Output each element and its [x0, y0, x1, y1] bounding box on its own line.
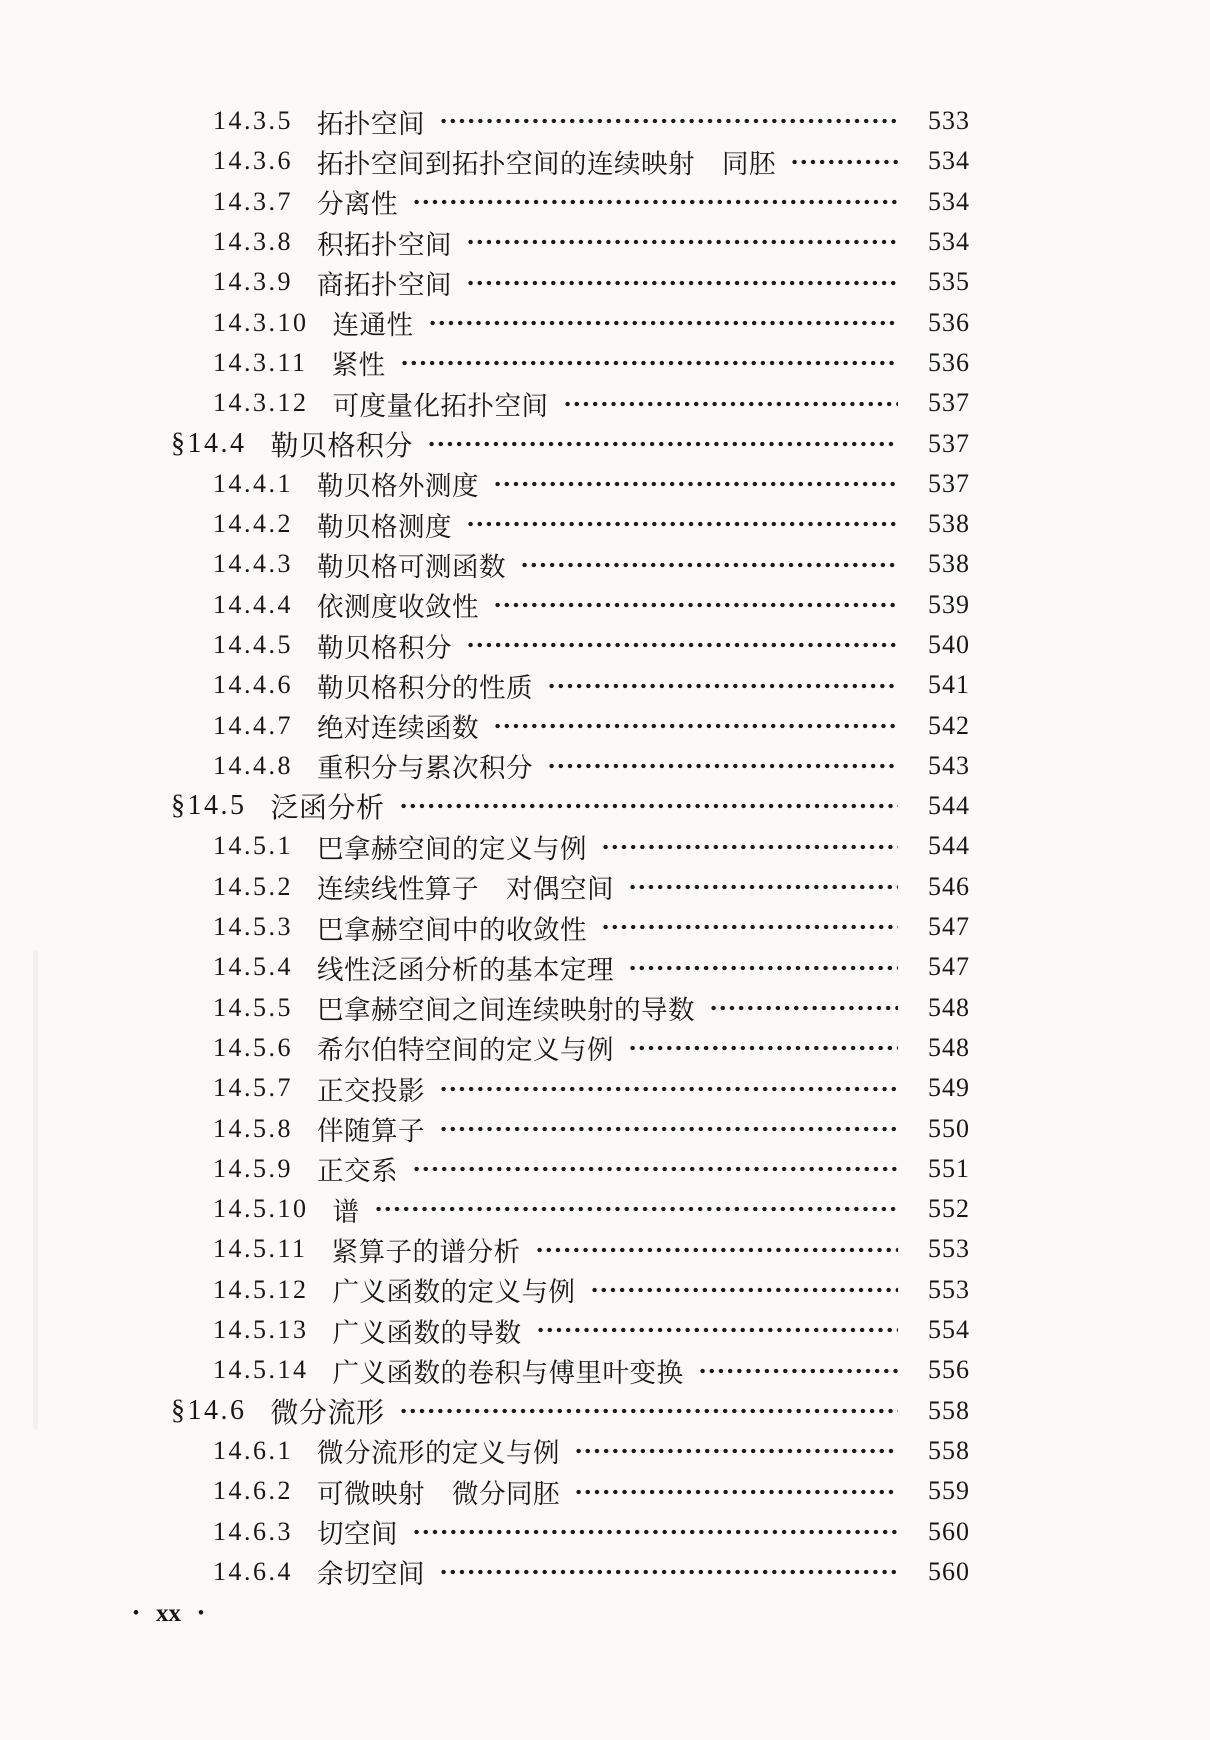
entry-number: 14.3.5 — [213, 106, 293, 136]
entry-number: 14.5.4 — [213, 952, 293, 982]
dot-leader — [534, 1310, 899, 1350]
toc-entry — [0, 947, 1210, 987]
toc-entry — [0, 222, 1210, 262]
toc-entry — [0, 1391, 1210, 1431]
dot-leader — [599, 907, 898, 947]
entry-title: 巴拿赫空间的定义与例 — [317, 833, 587, 864]
entry-number: 14.3.11 — [213, 347, 308, 377]
toc-entry — [0, 464, 1210, 504]
entry-title: 勒贝格可测函数 — [317, 551, 506, 582]
entry-title: 重积分与累次积分 — [317, 753, 533, 784]
entry-page-number: 537 — [928, 468, 970, 498]
toc-entry — [0, 1431, 1210, 1471]
entry-page-number: 539 — [928, 589, 970, 619]
dot-leader — [707, 988, 898, 1028]
toc-entry — [0, 746, 1210, 786]
toc-entry — [0, 302, 1210, 342]
entry-page-number: 540 — [928, 630, 970, 659]
entry-page-number: 552 — [928, 1194, 970, 1224]
entry-title: 伴随算子 — [317, 1116, 425, 1147]
entry-page-number: 543 — [928, 750, 970, 780]
toc-list — [0, 101, 1210, 1592]
entry-title: 紧算子的谱分析 — [331, 1236, 521, 1267]
toc-entry — [0, 1350, 1210, 1390]
entry-title: 拓扑空间 — [317, 108, 425, 139]
entry-title: 分离性 — [317, 189, 398, 220]
entry-number: 14.6.1 — [213, 1435, 293, 1465]
entry-number: 14.5.1 — [213, 831, 293, 861]
toc-entry — [0, 141, 1210, 181]
entry-page-number: 548 — [928, 992, 970, 1022]
dot-leader — [464, 504, 898, 544]
dot-leader — [397, 786, 898, 826]
entry-page-number: 534 — [928, 186, 970, 216]
entry-title: 勒贝格测度 — [317, 511, 452, 542]
dot-leader — [696, 1350, 899, 1390]
entry-page-number: 535 — [928, 267, 970, 297]
toc-entry — [0, 544, 1210, 584]
entry-page-number: 547 — [928, 912, 970, 942]
entry-page-number: 547 — [928, 952, 970, 982]
dot-leader — [599, 826, 898, 866]
entry-page-number: 536 — [928, 307, 970, 337]
toc-entry — [0, 262, 1210, 302]
dot-leader — [437, 1068, 898, 1108]
toc-entry — [0, 423, 1210, 463]
entry-number: 14.4.6 — [213, 670, 293, 700]
entry-page-number: 534 — [928, 146, 970, 176]
entry-page-number: 551 — [928, 1153, 970, 1183]
entry-number: 14.5.6 — [213, 1032, 293, 1062]
entry-number: 14.5.2 — [213, 871, 293, 901]
toc-entry — [0, 1189, 1210, 1229]
entry-title: 连通性 — [332, 310, 414, 341]
toc-entry — [0, 504, 1210, 544]
dot-leader — [410, 1149, 898, 1189]
entry-number: 14.3.8 — [213, 227, 293, 257]
dot-leader — [425, 423, 898, 463]
entry-title: 广义函数的定义与例 — [332, 1277, 576, 1308]
entry-number: 14.6.2 — [213, 1476, 293, 1506]
entry-title: 希尔伯特空间的定义与例 — [317, 1035, 614, 1066]
entry-page-number: 544 — [928, 831, 970, 861]
entry-page-number: 537 — [928, 388, 970, 418]
dot-leader — [491, 705, 898, 745]
toc-entry — [0, 1552, 1210, 1592]
entry-page-number: 556 — [928, 1355, 970, 1385]
toc-entry — [0, 1068, 1210, 1108]
toc-entry — [0, 182, 1210, 222]
dot-leader — [372, 1189, 899, 1229]
entry-page-number: 550 — [928, 1113, 970, 1143]
entry-title: 连续线性算子 对偶空间 — [317, 874, 614, 905]
entry-number: 14.5.13 — [213, 1315, 309, 1345]
entry-number: 14.4.5 — [213, 630, 293, 659]
entry-title: 巴拿赫空间之间连续映射的导数 — [317, 995, 695, 1026]
toc-entry — [0, 1511, 1210, 1551]
entry-number: §14.4 — [171, 427, 247, 459]
toc-entry — [0, 585, 1210, 625]
toc-entry — [0, 907, 1210, 947]
entry-title: 紧性 — [331, 350, 386, 381]
entry-title: 可微映射 微分同胚 — [317, 1478, 560, 1509]
dot-leader — [545, 665, 898, 705]
entry-page-number: 553 — [928, 1234, 970, 1264]
page-footer-folio — [133, 1600, 204, 1628]
dot-leader — [397, 1391, 898, 1431]
dot-leader — [464, 222, 898, 262]
entry-title: 商拓扑空间 — [317, 269, 452, 300]
toc-entry — [0, 867, 1210, 907]
entry-number: 14.5.12 — [213, 1274, 309, 1304]
entry-number: 14.4.1 — [213, 468, 293, 498]
entry-title: 泛函分析 — [270, 793, 385, 825]
entry-page-number: 534 — [928, 227, 970, 257]
entry-title: 正交投影 — [317, 1075, 425, 1106]
dot-leader — [533, 1229, 898, 1269]
dot-leader — [437, 1108, 898, 1148]
entry-page-number: 546 — [928, 871, 970, 901]
entry-title: 切空间 — [317, 1519, 398, 1550]
toc-entry — [0, 1149, 1210, 1189]
entry-number: 14.5.3 — [213, 912, 293, 942]
entry-page-number: 553 — [928, 1274, 970, 1304]
entry-number: 14.3.12 — [213, 388, 309, 418]
dot-leader — [464, 625, 898, 665]
toc-entry — [0, 786, 1210, 826]
entry-page-number: 533 — [928, 106, 970, 136]
entry-number: 14.5.11 — [213, 1234, 308, 1264]
entry-title: 拓扑空间到拓扑空间的连续映射 同胚 — [317, 148, 776, 179]
entry-title: 可度量化拓扑空间 — [332, 390, 549, 421]
entry-number: §14.6 — [171, 1394, 247, 1426]
toc-entry — [0, 1310, 1210, 1350]
entry-number: 14.3.10 — [213, 307, 309, 337]
toc-entry — [0, 625, 1210, 665]
entry-page-number: 559 — [928, 1476, 970, 1506]
folio-left-bullet: • — [133, 1603, 139, 1622]
dot-leader — [410, 182, 898, 222]
dot-leader — [572, 1471, 898, 1511]
toc-entry — [0, 101, 1210, 141]
entry-title: 广义函数的卷积与傅里叶变换 — [332, 1357, 684, 1388]
dot-leader — [626, 947, 898, 987]
toc-entry — [0, 665, 1210, 705]
entry-page-number: 542 — [928, 710, 970, 740]
entry-page-number: 538 — [928, 549, 970, 579]
entry-number: 14.6.4 — [213, 1556, 293, 1586]
entry-number: 14.5.10 — [213, 1194, 309, 1224]
folio-right-bullet: • — [197, 1603, 204, 1622]
entry-title: 勒贝格积分 — [317, 632, 452, 663]
toc-entry — [0, 1471, 1210, 1511]
toc-entry — [0, 988, 1210, 1028]
entry-number: 14.5.8 — [213, 1113, 293, 1143]
toc-entry — [0, 1270, 1210, 1310]
dot-leader — [464, 262, 898, 302]
dot-leader — [545, 746, 898, 786]
entry-number: 14.5.5 — [213, 992, 293, 1022]
dot-leader — [437, 1552, 898, 1592]
toc-entry — [0, 343, 1210, 383]
dot-leader — [518, 544, 898, 584]
toc-entry — [0, 383, 1210, 423]
entry-number: 14.5.9 — [213, 1153, 293, 1183]
entry-page-number: 549 — [928, 1073, 970, 1103]
entry-title: 谱 — [332, 1196, 360, 1227]
entry-number: 14.4.8 — [213, 750, 293, 780]
entry-title: 广义函数的导数 — [332, 1317, 522, 1348]
dot-leader — [410, 1511, 898, 1551]
entry-page-number: 541 — [928, 670, 970, 700]
entry-number: 14.4.7 — [213, 710, 293, 740]
entry-number: §14.5 — [171, 790, 247, 822]
entry-number: 14.4.2 — [213, 509, 293, 539]
entry-number: 14.3.7 — [213, 186, 293, 216]
entry-number: 14.6.3 — [213, 1516, 293, 1546]
entry-title: 勒贝格积分的性质 — [317, 672, 533, 703]
toc-entry — [0, 1028, 1210, 1068]
entry-number: 14.4.3 — [213, 549, 293, 579]
entry-page-number: 554 — [928, 1315, 970, 1345]
dot-leader — [437, 101, 898, 141]
entry-title: 勒贝格积分 — [270, 430, 414, 462]
entry-title: 巴拿赫空间中的收敛性 — [317, 914, 587, 945]
dot-leader — [626, 867, 898, 907]
entry-number: 14.3.6 — [213, 146, 293, 176]
entry-title: 勒贝格外测度 — [317, 471, 479, 502]
dot-leader — [588, 1270, 899, 1310]
entry-number: 14.5.7 — [213, 1073, 293, 1103]
entry-page-number: 548 — [928, 1032, 970, 1062]
toc-entry — [0, 705, 1210, 745]
entry-page-number: 558 — [928, 1395, 970, 1425]
dot-leader — [788, 141, 898, 181]
entry-title: 绝对连续函数 — [317, 713, 479, 744]
entry-page-number: 560 — [928, 1556, 970, 1586]
entry-title: 正交系 — [317, 1156, 398, 1187]
dot-leader — [572, 1431, 898, 1471]
entry-page-number: 537 — [928, 428, 970, 458]
dot-leader — [491, 585, 898, 625]
entry-title: 线性泛函分析的基本定理 — [317, 954, 614, 985]
dot-leader — [398, 343, 898, 383]
entry-page-number: 558 — [928, 1435, 970, 1465]
folio-label: xx — [155, 1600, 181, 1627]
entry-page-number: 544 — [928, 791, 970, 821]
dot-leader — [426, 302, 899, 342]
entry-page-number: 538 — [928, 509, 970, 539]
entry-number: 14.3.9 — [213, 267, 293, 297]
dot-leader — [491, 464, 898, 504]
entry-page-number: 536 — [928, 347, 970, 377]
toc-entry — [0, 1108, 1210, 1148]
entry-title: 微分流形 — [270, 1397, 385, 1429]
toc-entry — [0, 1229, 1210, 1269]
entry-page-number: 560 — [928, 1516, 970, 1546]
entry-title: 微分流形的定义与例 — [317, 1438, 560, 1469]
dot-leader — [561, 383, 899, 423]
entry-title: 依测度收敛性 — [317, 592, 479, 623]
entry-title: 积拓扑空间 — [317, 229, 452, 260]
entry-number: 14.5.14 — [213, 1355, 309, 1385]
toc-entry — [0, 826, 1210, 866]
dot-leader — [626, 1028, 898, 1068]
entry-title: 余切空间 — [317, 1559, 425, 1590]
entry-number: 14.4.4 — [213, 589, 293, 619]
